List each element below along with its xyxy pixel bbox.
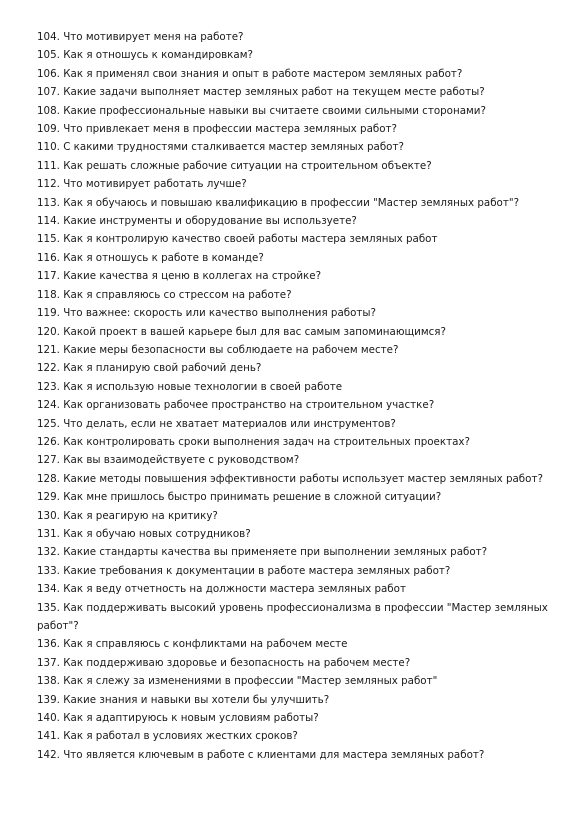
question-item [37,727,557,745]
question-item [37,451,557,469]
question-number: 115. [37,233,60,246]
question-text: Что делать, если не хватает материалов или инструментов? [63,417,396,430]
question-text: Как я слежу за изменениями в профессии "Мастер земляных работ" [63,675,438,688]
question-number: 134. [37,583,60,596]
question-item [37,415,557,433]
question-text: Как контролировать сроки выполнения задач на строительных проектах? [63,435,470,448]
question-text: Как решать сложные рабочие ситуации на строительном объекте? [63,159,432,172]
question-text: Как я работал в условиях жестких сроков? [63,730,298,743]
question-item [37,488,557,506]
question-item [37,83,557,101]
question-text: Как я применял свои знания и опыт в работе мастером земляных работ? [63,67,463,80]
question-text: Какие стандарты качества вы применяете при выполнении земляных работ? [63,546,488,559]
question-number: 116. [37,251,60,264]
question-text: Какие профессиональные навыки вы считаете своими сильными сторонами? [63,104,486,117]
question-item [37,635,557,653]
question-number: 127. [37,454,60,467]
question-item [37,507,557,525]
question-text: Как поддерживать высокий уровень профессионализма в профессии "Мастер земляных работ"? [37,601,548,632]
question-text: Какие знания и навыки вы хотели бы улучшить? [63,693,330,706]
question-text: Какие задачи выполняет мастер земляных работ на текущем месте работы? [63,86,485,99]
question-text: Какие качества я ценю в коллегах на стройке? [63,270,322,283]
question-text: Как я отношусь к работе в команде? [63,251,264,264]
question-item [37,562,557,580]
question-item [37,580,557,598]
question-item [37,359,557,377]
question-number: 129. [37,491,60,504]
question-item [37,267,557,285]
question-text: Как я контролирую качество своей работы мастера земляных работ [63,233,438,246]
question-number: 135. [37,601,60,614]
question-text: Что мотивирует меня на работе? [63,31,244,43]
question-item [37,65,557,83]
question-number: 111. [37,159,60,172]
question-number: 114. [37,215,60,228]
question-item [37,341,557,359]
question-number: 106. [37,67,60,80]
question-item [37,672,557,690]
question-text: Что мотивирует работать лучше? [63,178,247,191]
question-number: 131. [37,527,60,540]
question-text: Как я планирую свой рабочий день? [63,362,262,375]
question-text: Как я веду отчетность на должности мастера земляных работ [63,583,406,596]
question-item [37,433,557,451]
question-item [37,286,557,304]
question-item [37,654,557,672]
question-number: 109. [37,123,60,136]
question-item [37,378,557,396]
question-number: 110. [37,141,60,154]
question-number: 132. [37,546,60,559]
question-text: Как я реагирую на критику? [63,509,218,522]
question-number: 117. [37,270,60,283]
question-text: Как поддерживаю здоровье и безопасность на рабочем месте? [63,656,411,669]
question-item [37,543,557,561]
question-item [37,709,557,727]
question-text: Что является ключевым в работе с клиентами для мастера земляных работ? [63,748,485,761]
question-number: 137. [37,656,60,669]
question-number: 133. [37,564,60,577]
question-text: Как я адаптируюсь к новым условиям работы? [63,712,319,725]
question-number: 120. [37,325,60,338]
question-text: Какие требования к документации в работе мастера земляных работ? [63,564,451,577]
question-item [37,691,557,709]
question-text: С какими трудностями сталкивается мастер земляных работ? [63,141,404,154]
question-item [37,46,557,64]
question-text: Какие меры безопасности вы соблюдаете на рабочем месте? [63,343,399,356]
question-item [37,746,557,764]
question-item [37,230,557,248]
question-item [37,138,557,156]
question-text: Какие инструменты и оборудование вы используете? [63,215,357,228]
question-number: 113. [37,196,60,209]
question-text: Как вы взаимодействуете с руководством? [63,454,300,467]
question-text: Какой проект в вашей карьере был для вас самым запоминающимся? [63,325,446,338]
question-item [37,194,557,212]
question-number: 141. [37,730,60,743]
question-text: Какие методы повышения эффективности работы использует мастер земляных работ? [63,472,543,485]
question-item [37,212,557,230]
question-item [37,525,557,543]
question-text: Как мне пришлось быстро принимать решение в сложной ситуации? [63,491,442,504]
question-number: 125. [37,417,60,430]
question-number: 138. [37,675,60,688]
question-number: 136. [37,638,60,651]
question-number: 105. [37,49,60,62]
question-number: 118. [37,288,60,301]
question-item [37,599,557,636]
question-text: Как организовать рабочее пространство на строительном участке? [63,399,435,412]
question-number: 119. [37,307,60,320]
question-item [37,175,557,193]
question-text: Как я справляюсь с конфликтами на рабочем месте [63,638,348,651]
question-item [37,120,557,138]
question-number: 107. [37,86,60,99]
question-number: 142. [37,748,60,761]
question-text: Как я справляюсь со стрессом на работе? [63,288,292,301]
question-text: Что важнее: скорость или качество выполнения работы? [63,307,377,320]
question-text: Как я обучаюсь и повышаю квалификацию в профессии "Мастер земляных работ"? [63,196,520,209]
question-number: 128. [37,472,60,485]
question-list [37,28,557,764]
question-number: 126. [37,435,60,448]
question-number: 122. [37,362,60,375]
question-number: 112. [37,178,60,191]
question-number: 123. [37,380,60,393]
question-text: Что привлекает меня в профессии мастера земляных работ? [63,123,397,136]
question-number: 104. [37,31,60,43]
question-item [37,396,557,414]
question-number: 140. [37,712,60,725]
question-item [37,157,557,175]
question-text: Как я использую новые технологии в своей работе [63,380,343,393]
question-item [37,304,557,322]
question-item [37,249,557,267]
question-number: 124. [37,399,60,412]
question-number: 121. [37,343,60,356]
question-item [37,470,557,488]
question-item [37,323,557,341]
question-number: 139. [37,693,60,706]
question-item [37,102,557,120]
question-number: 108. [37,104,60,117]
question-text: Как я отношусь к командировкам? [63,49,253,62]
question-number: 130. [37,509,60,522]
question-item [37,28,557,46]
question-text: Как я обучаю новых сотрудников? [63,527,251,540]
